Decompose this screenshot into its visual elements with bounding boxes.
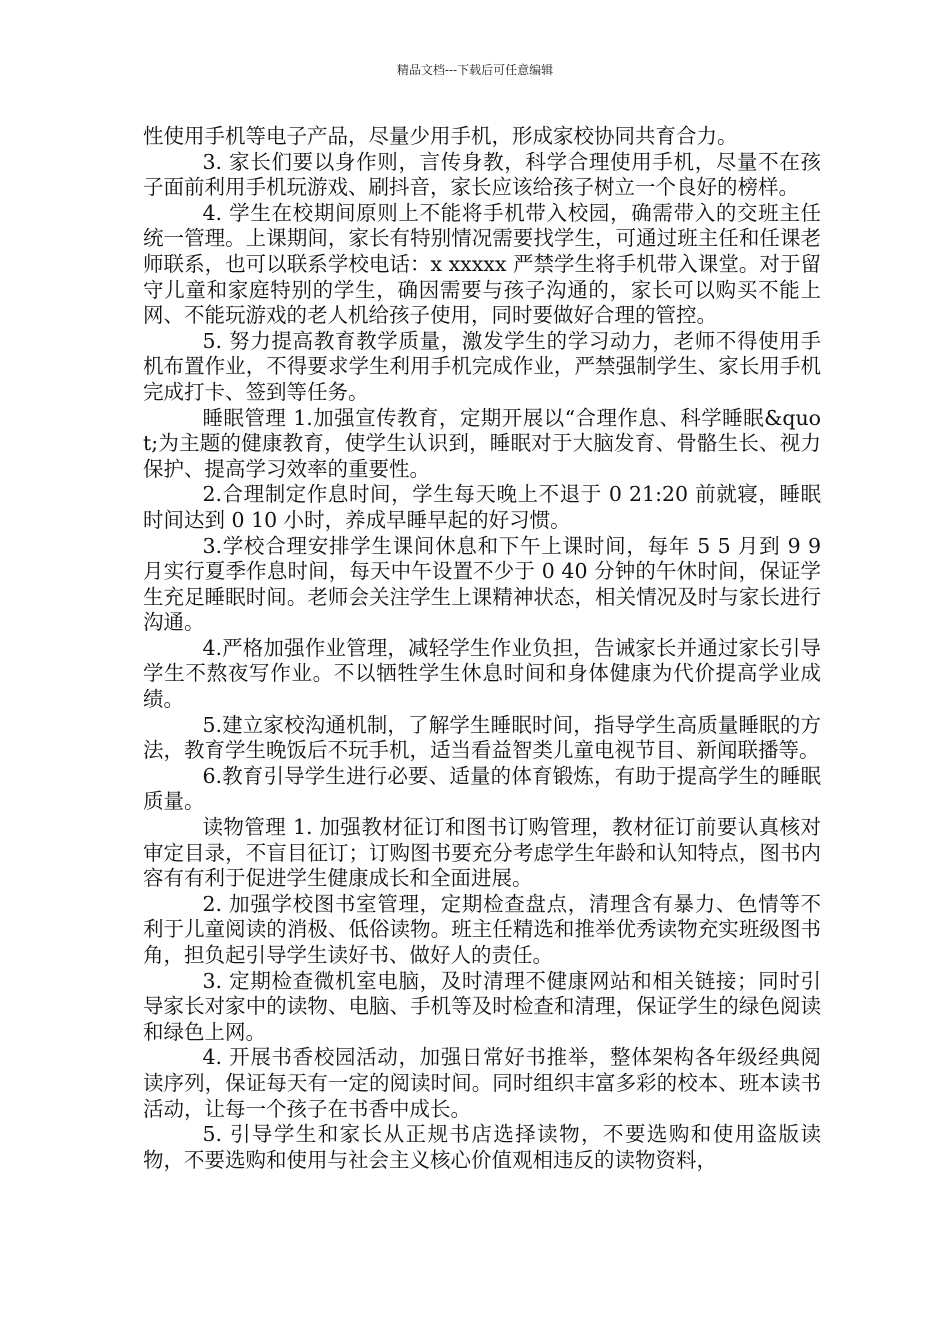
paragraph: 3. 定期检查微机室电脑，及时清理不健康网站和相关链接；同时引导家长对家中的读物、电脑、手机等及时检查和清理，保证学生的绿色阅读和绿色上网。 (143, 968, 821, 1044)
paragraph: 4.严格加强作业管理，减轻学生作业负担，告诫家长并通过家长引导学生不熬夜写作业。不以牺牲学生休息时间和身体健康为代价提高学业成绩。 (143, 635, 821, 712)
document-body (143, 124, 821, 1173)
paragraph: 4. 学生在校期间原则上不能将手机带入校园，确需带入的交班主任统一管理。上课期间，家长有特别情况需要找学生，可通过班主任和任课老师联系，也可以联系学校电话：x xxxxx 严禁学生将手机带入课堂。对于留守儿童和家庭特别的学生，确因需要与孩子沟通的，家长可以购买不能上网、不能玩游戏的老人机给孩子使用，同时要做好合理的管控。 (143, 200, 821, 328)
page-header: 精品文档---下载后可任意编辑 (396, 63, 554, 77)
paragraph: 5. 引导学生和家长从正规书店选择读物，不要选购和使用盗版读物，不要选购和使用与社会主义核心价值观相违反的读物资料， (143, 1122, 821, 1172)
paragraph: 4. 开展书香校园活动，加强日常好书推举，整体架构各年级经典阅读序列，保证每天有一定的阅读时间。同时组织丰富多彩的校本、班本读书活动，让每一个孩子在书香中成长。 (143, 1045, 821, 1121)
paragraph: 2. 加强学校图书室管理，定期检查盘点，清理含有暴力、色情等不利于儿童阅读的消极、低俗读物。班主任精选和推举优秀读物充实班级图书角，担负起引导学生读好书、做好人的责任。 (143, 891, 821, 967)
paragraph: 3.学校合理安排学生课间休息和下午上课时间，每年 5 5 月到 9 9 月实行夏季作息时间，每天中午设置不少于 0 40 分钟的午休时间，保证学生充足睡眠时间。老师会关注学生上课精神状态，相关情况及时与家长进行沟通。 (143, 533, 821, 635)
paragraph: 3. 家长们要以身作则，言传身教，科学合理使用手机，尽量不在孩子面前利用手机玩游戏、刷抖音，家长应该给孩子树立一个良好的榜样。 (143, 149, 821, 200)
paragraph: 5.建立家校沟通机制，了解学生睡眠时间，指导学生高质量睡眠的方法，教育学生晚饭后不玩手机，适当看益智类儿童电视节目、新闻联播等。 (143, 712, 821, 763)
paragraph: 睡眠管理 1.加强宣传教育，定期开展以“合理作息、科学睡眠&quot;为主题的健康教育，使学生认识到，睡眠对于大脑发育、骨骼生长、视力保护、提高学习效率的重要性。 (143, 405, 821, 481)
paragraph: 6.教育引导学生进行必要、适量的体育锻炼，有助于提高学生的睡眠质量。 (143, 763, 821, 814)
paragraph: 2.合理制定作息时间，学生每天晚上不退于 0 21:20 前就寝，睡眠时间达到 0 10 小时，养成早睡早起的好习惯。 (143, 482, 821, 532)
paragraph: 性使用手机等电子产品，尽量少用手机，形成家校协同共育合力。 (143, 124, 738, 148)
paragraph: 读物管理 1. 加强教材征订和图书订购管理，教材征订前要认真核对审定目录，不盲目征订；订购图书要充分考虑学生年龄和认知特点，图书内容有有利于促进学生健康成长和全面进展。 (143, 815, 821, 891)
paragraph: 5. 努力提高教育教学质量，激发学生的学习动力，老师不得使用手机布置作业，不得要求学生利用手机完成作业，严禁强制学生、家长用手机完成打卡、签到等任务。 (143, 328, 821, 404)
